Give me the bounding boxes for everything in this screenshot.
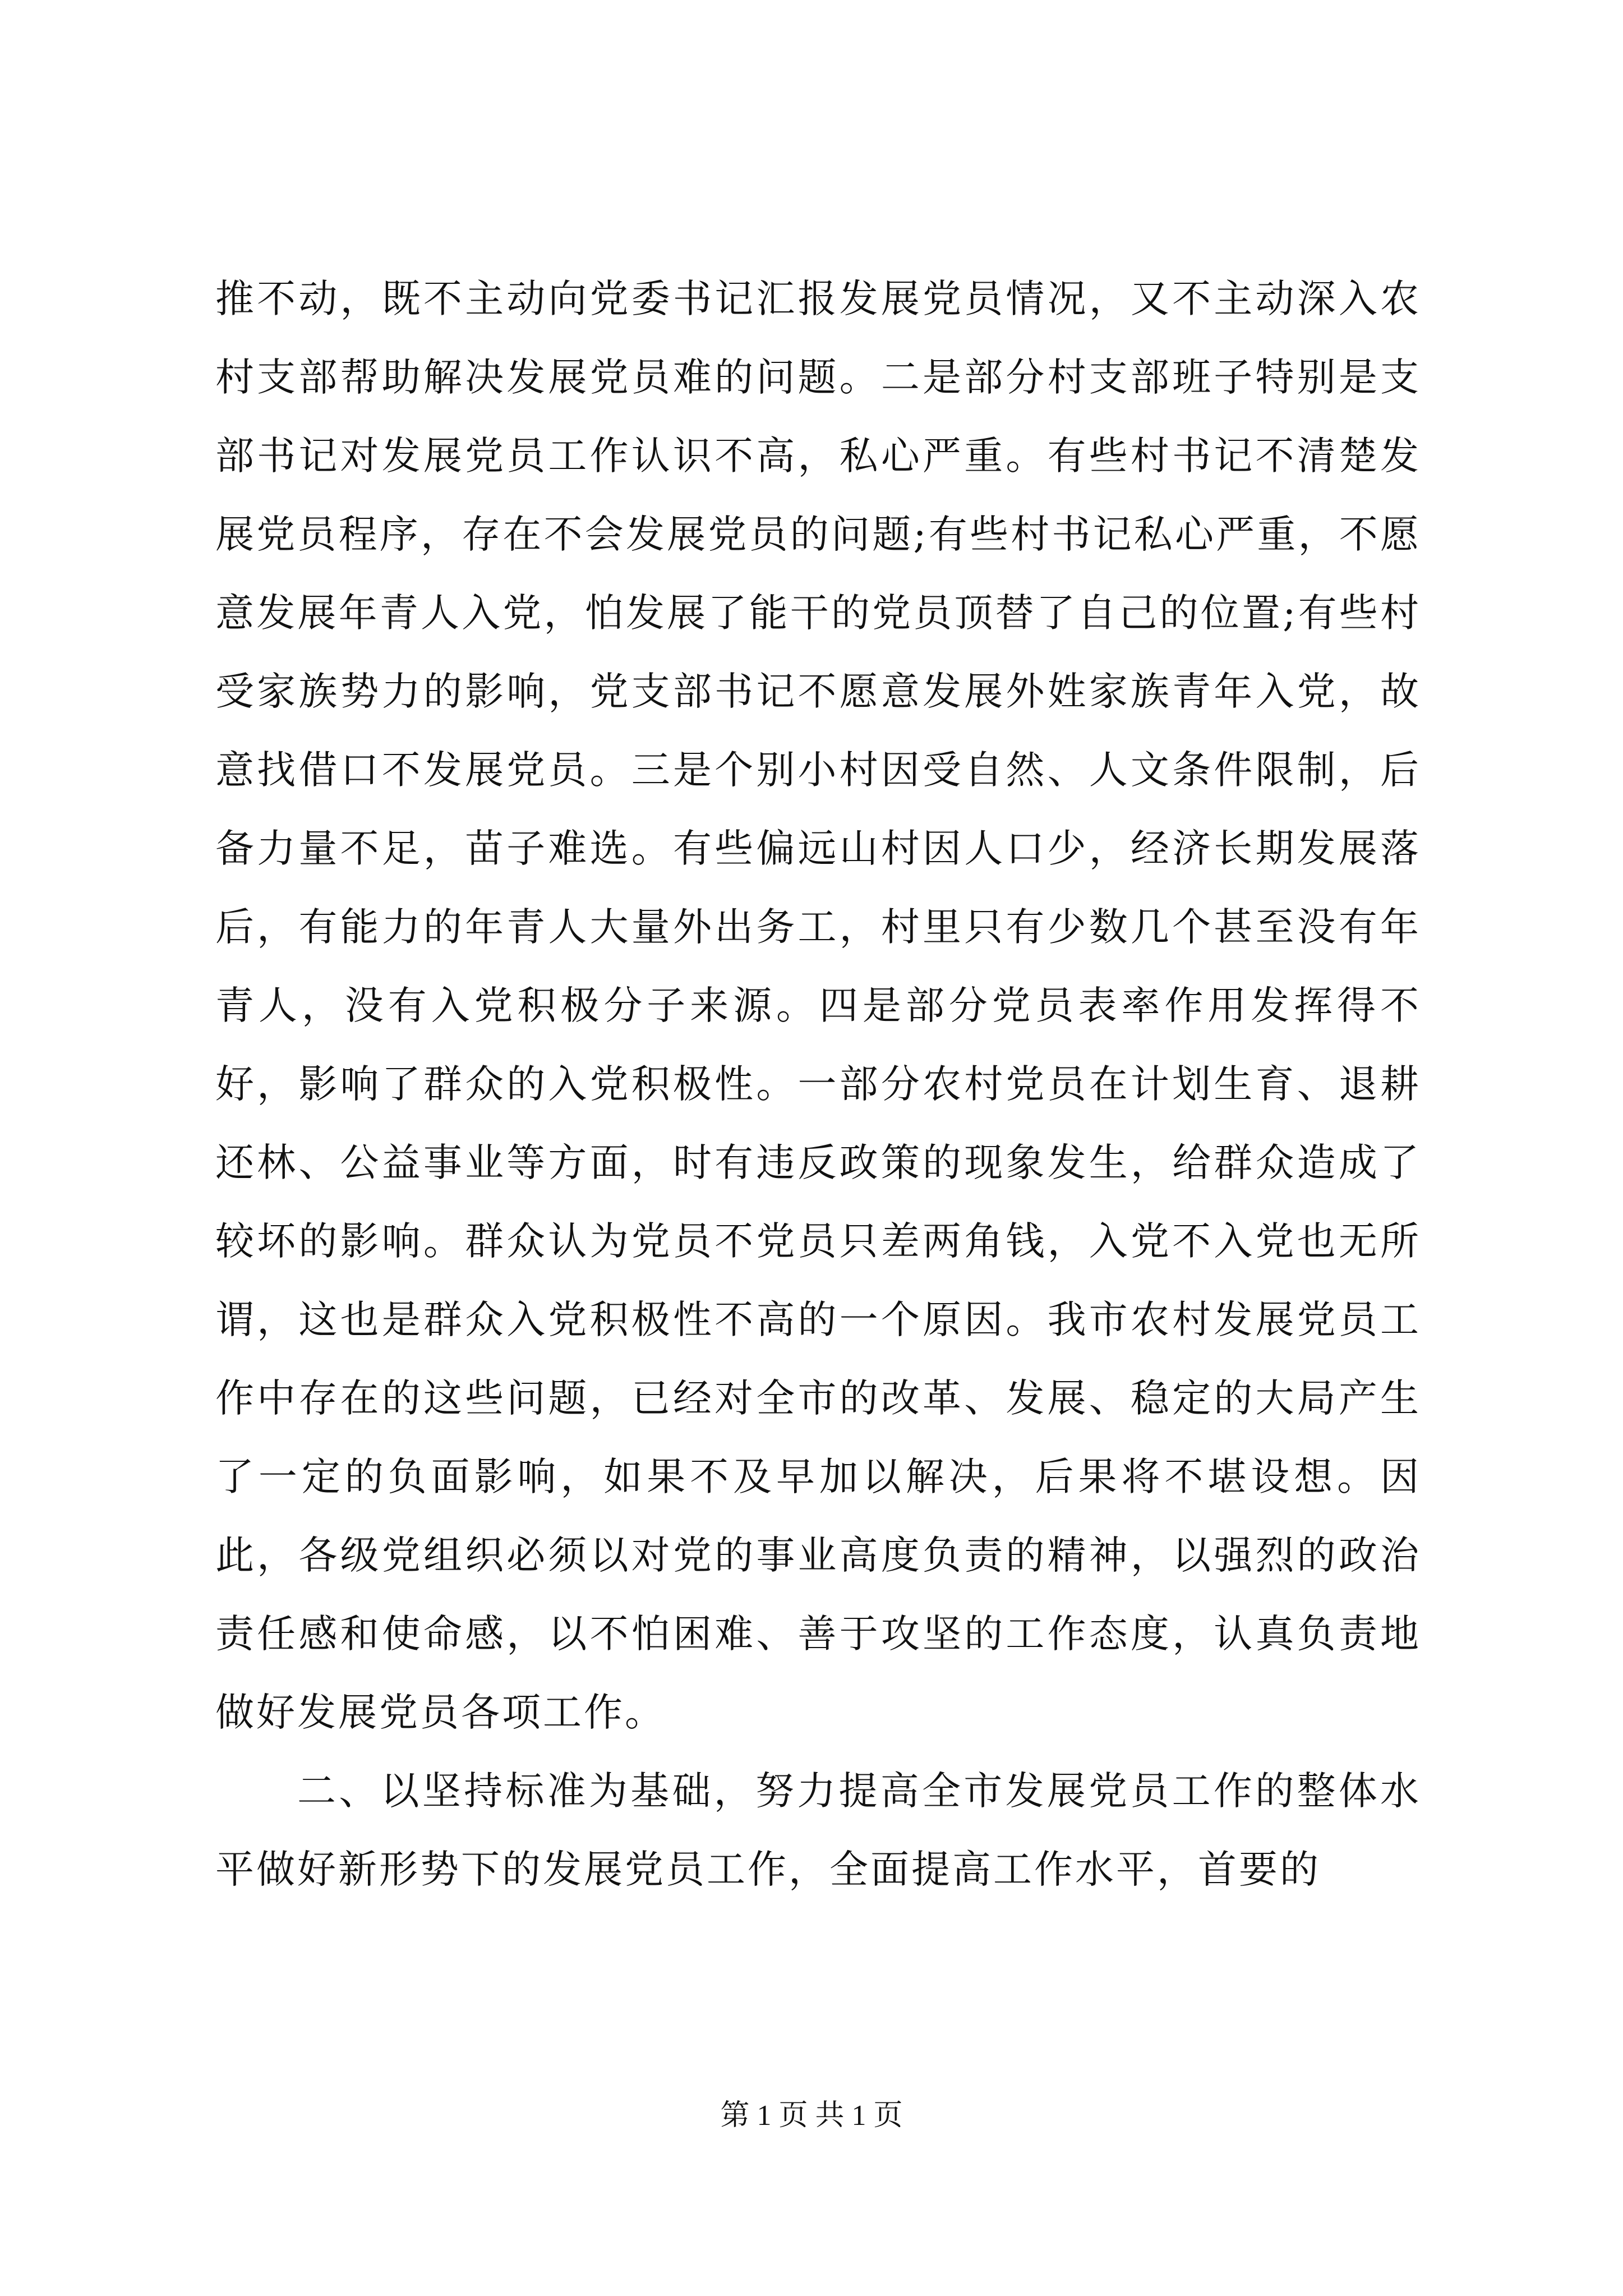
document-body <box>215 260 1421 1909</box>
page-footer: 第 1 页 共 1 页 <box>720 2100 903 2132</box>
paragraph-section-two: 二、以坚持标准为基础，努力提高全市发展党员工作的整体水平做好新形势下的发展党员工作，全面提高工作水平，首要的 <box>215 1769 1421 1892</box>
paragraph-continuation: 推不动，既不主动向党委书记汇报发展党员情况，又不主动深入农村支部帮助解决发展党员难的问题。二是部分村支部班子特别是支部书记对发展党员工作认识不高，私心严重。有些村书记不清楚发展党员程序，存在不会发展党员的问题;有些村书记私心严重，不愿意发展年青人入党，怕发展了能干的党员顶替了自己的位置;有些村受家族势力的影响，党支部书记不愿意发展外姓家族青年入党，故意找借口不发展党员。三是个别小村因受自然、人文条件限制，后备力量不足，苗子难选。有些偏远山村因人口少，经济长期发展落后，有能力的年青人大量外出务工，村里只有少数几个甚至没有年青人，没有入党积极分子来源。四是部分党员表率作用发挥得不好，影响了群众的入党积极性。一部分农村党员在计划生育、退耕还林、公益事业等方面，时有违反政策的现象发生，给群众造成了较坏的影响。群众认为党员不党员只差两角钱，入党不入党也无所谓，这也是群众入党积极性不高的一个原因。我市农村发展党员工作中存在的这些问题，已经对全市的改革、发展、稳定的大局产生了一定的负面影响，如果不及早加以解决，后果将不堪设想。因此，各级党组织必须以对党的事业高度负责的精神，以强烈的政治责任感和使命感，以不怕困难、善于攻坚的工作态度，认真负责地做好发展党员各项工作。 <box>215 277 1421 1735</box>
